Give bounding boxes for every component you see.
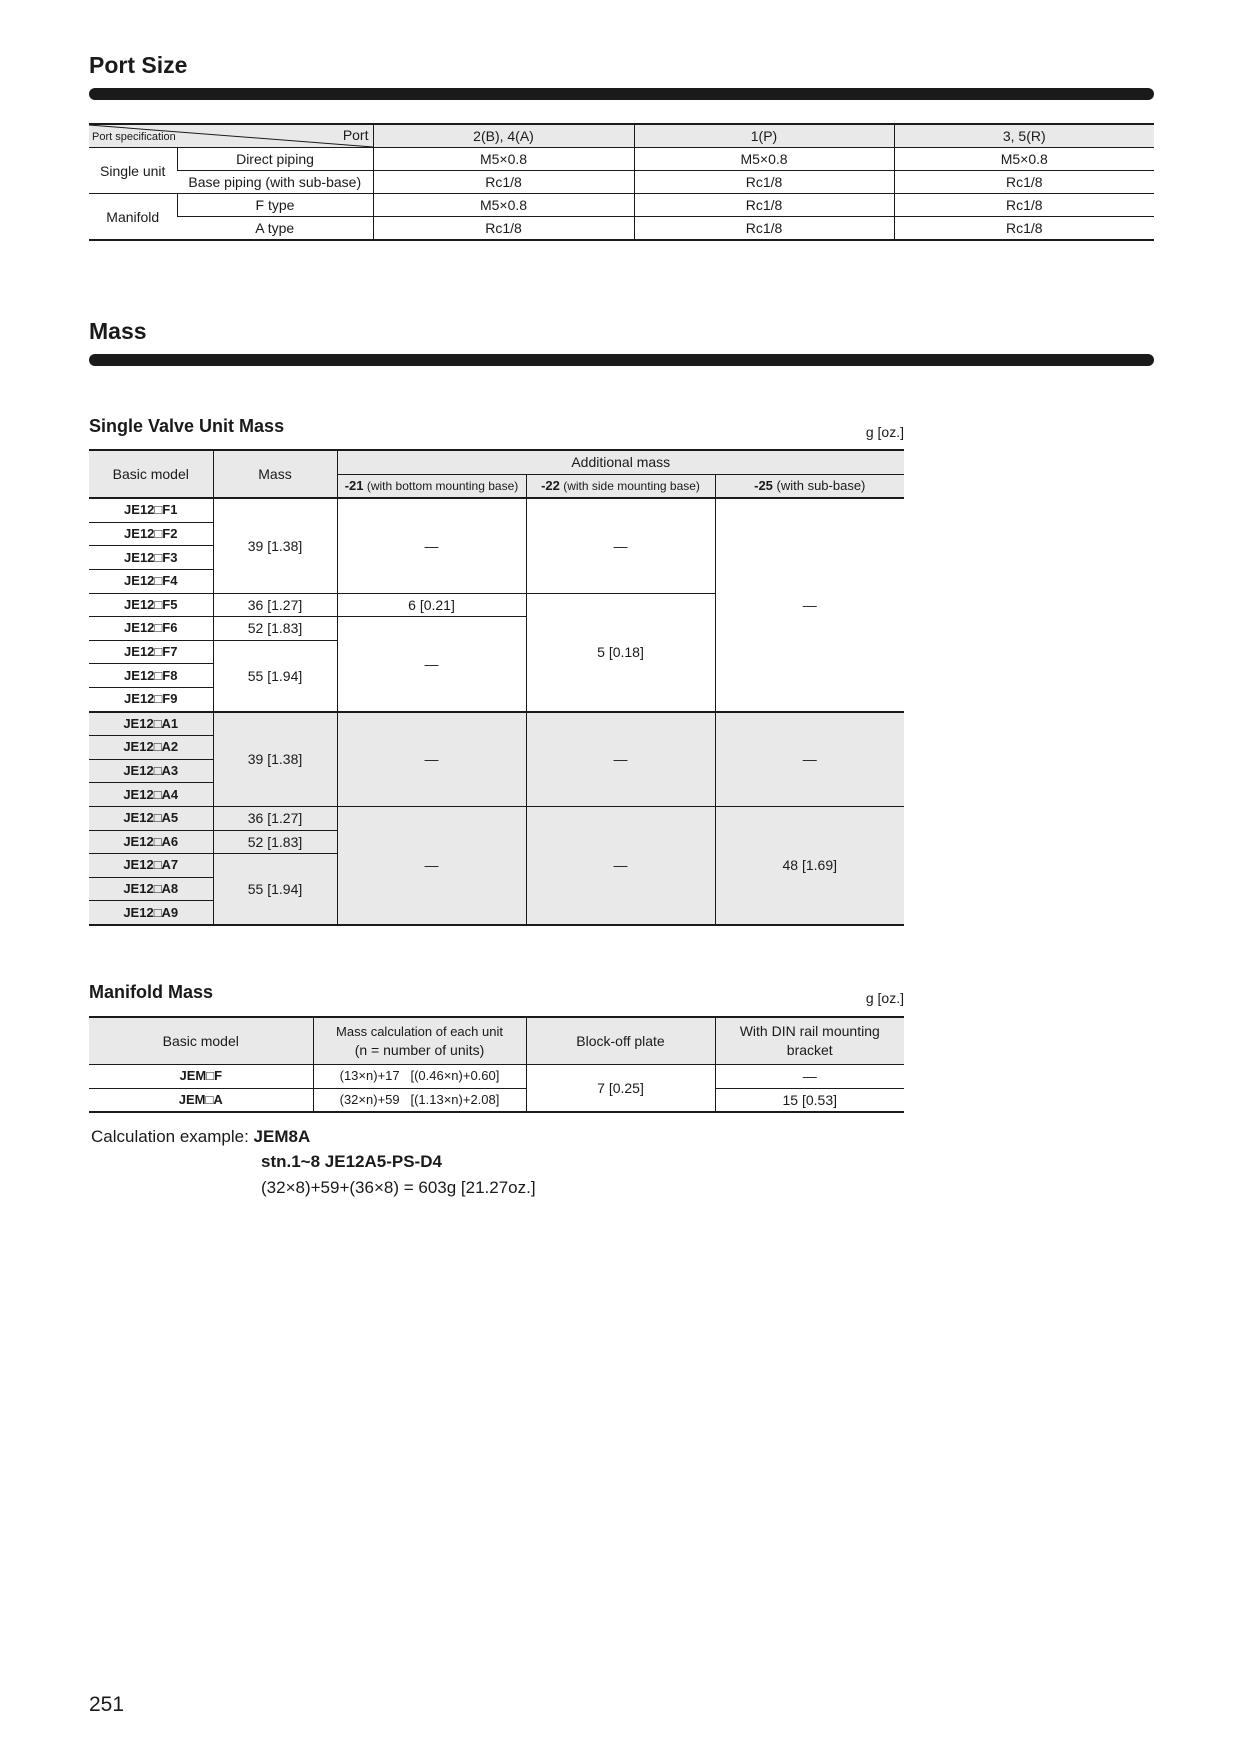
- mass-value: 55 [1.94]: [213, 640, 337, 711]
- model-cell: JE12□A2: [89, 736, 213, 760]
- mass-rule: [89, 354, 1154, 366]
- port-size-title: Port Size: [89, 52, 188, 78]
- col-22-header: -22 (with side mounting base): [526, 474, 715, 498]
- model-cell: JE12□A7: [89, 854, 213, 878]
- calc-line-1: [91, 1127, 310, 1147]
- mass-value: 36 [1.27]: [213, 806, 337, 830]
- mf-din-value: 15 [0.53]: [715, 1088, 904, 1112]
- add-22-value: —: [526, 712, 715, 807]
- calc-model: JEM8A: [253, 1127, 311, 1146]
- mf-basic-model-header: Basic model: [89, 1017, 313, 1065]
- model-cell: JE12□F7: [89, 640, 213, 664]
- port-value: M5×0.8: [634, 148, 894, 171]
- port-size-rule: [89, 88, 1154, 100]
- add-21-value: —: [337, 617, 526, 712]
- single-valve-unit: g [oz.]: [865, 424, 904, 440]
- page-number: 251: [89, 1693, 125, 1716]
- group-label: Single unit: [89, 148, 177, 194]
- model-cell: JE12□F1: [89, 498, 213, 522]
- mf-model-cell: JEM□F: [89, 1065, 313, 1089]
- mass-value: 52 [1.83]: [213, 617, 337, 641]
- port-value: Rc1/8: [894, 194, 1154, 217]
- add-21-value: —: [337, 806, 526, 924]
- add-21-value: —: [337, 498, 526, 593]
- col-21-header: -21 (with bottom mounting base): [337, 474, 526, 498]
- model-cell: JE12□A9: [89, 901, 213, 925]
- mass-header: Mass: [213, 450, 337, 498]
- row-label: F type: [177, 194, 373, 217]
- add-21-value: 6 [0.21]: [337, 593, 526, 617]
- single-valve-title: Single Valve Unit Mass: [89, 416, 285, 436]
- add-25-value: —: [715, 498, 904, 711]
- calc-line-2: stn.1~8 JE12A5-PS-D4: [261, 1152, 442, 1171]
- mf-block-off-header: Block-off plate: [526, 1017, 715, 1065]
- port-spec-label: Port specification: [92, 131, 176, 143]
- port-size-table: [89, 123, 1154, 241]
- group-label: Manifold: [89, 194, 177, 241]
- add-25-value: —: [715, 712, 904, 807]
- add-22-value: —: [526, 498, 715, 593]
- mf-calc-cell: (32×n)+59 [(1.13×n)+2.08]: [313, 1088, 526, 1112]
- mf-din-value: —: [715, 1065, 904, 1089]
- port-value: Rc1/8: [894, 217, 1154, 241]
- mf-mass-calc-header: Mass calculation of each unit (n = number of units): [313, 1017, 526, 1065]
- row-label: Direct piping: [177, 148, 373, 171]
- model-cell: JE12□F5: [89, 593, 213, 617]
- mass-value: 55 [1.94]: [213, 854, 337, 925]
- port-label: Port: [342, 127, 369, 143]
- add-25-value: 48 [1.69]: [715, 806, 904, 924]
- calc-line-3: (32×8)+59+(36×8) = 603g [21.27oz.]: [261, 1178, 536, 1197]
- model-cell: JE12□F9: [89, 687, 213, 711]
- port-diag-header: [89, 124, 373, 148]
- model-cell: JE12□A1: [89, 712, 213, 736]
- model-cell: JE12□F4: [89, 569, 213, 593]
- mf-din-header: With DIN rail mounting bracket: [715, 1017, 904, 1065]
- port-value: Rc1/8: [634, 171, 894, 194]
- manifold-title: Manifold Mass: [89, 982, 214, 1002]
- calc-label: Calculation example:: [91, 1127, 254, 1146]
- port-col-header: 2(B), 4(A): [373, 124, 634, 148]
- port-col-header: 1(P): [634, 124, 894, 148]
- row-label: Base piping (with sub-base): [177, 171, 373, 194]
- port-value: Rc1/8: [373, 217, 634, 241]
- port-value: Rc1/8: [373, 171, 634, 194]
- col-25-header: -25 (with sub-base): [715, 474, 904, 498]
- mass-value: 36 [1.27]: [213, 593, 337, 617]
- manifold-mass-table: [89, 1016, 904, 1113]
- add-22-value: 5 [0.18]: [526, 593, 715, 711]
- model-cell: JE12□A8: [89, 877, 213, 901]
- mass-value: 39 [1.38]: [213, 712, 337, 807]
- port-value: M5×0.8: [373, 194, 634, 217]
- model-cell: JE12□F3: [89, 546, 213, 570]
- mf-block-off-value: 7 [0.25]: [526, 1065, 715, 1113]
- add-22-value: —: [526, 806, 715, 924]
- port-value: M5×0.8: [373, 148, 634, 171]
- port-value: M5×0.8: [894, 148, 1154, 171]
- port-value: Rc1/8: [634, 194, 894, 217]
- model-cell: JE12□A5: [89, 806, 213, 830]
- add-21-value: —: [337, 712, 526, 807]
- mass-value: 52 [1.83]: [213, 830, 337, 854]
- mf-calc-cell: (13×n)+17 [(0.46×n)+0.60]: [313, 1065, 526, 1089]
- port-value: Rc1/8: [894, 171, 1154, 194]
- mass-value: 39 [1.38]: [213, 498, 337, 593]
- single-valve-mass-table: [89, 449, 904, 926]
- model-cell: JE12□F8: [89, 664, 213, 688]
- model-cell: JE12□A6: [89, 830, 213, 854]
- manifold-unit: g [oz.]: [865, 990, 904, 1006]
- row-label: A type: [177, 217, 373, 241]
- port-col-header: 3, 5(R): [894, 124, 1154, 148]
- model-cell: JE12□F2: [89, 522, 213, 546]
- model-cell: JE12□A3: [89, 759, 213, 783]
- model-cell: JE12□A4: [89, 783, 213, 807]
- port-value: Rc1/8: [634, 217, 894, 241]
- additional-mass-header: Additional mass: [337, 450, 904, 474]
- mass-title: Mass: [89, 318, 147, 344]
- mf-model-cell: JEM□A: [89, 1088, 313, 1112]
- model-cell: JE12□F6: [89, 617, 213, 641]
- basic-model-header: Basic model: [89, 450, 213, 498]
